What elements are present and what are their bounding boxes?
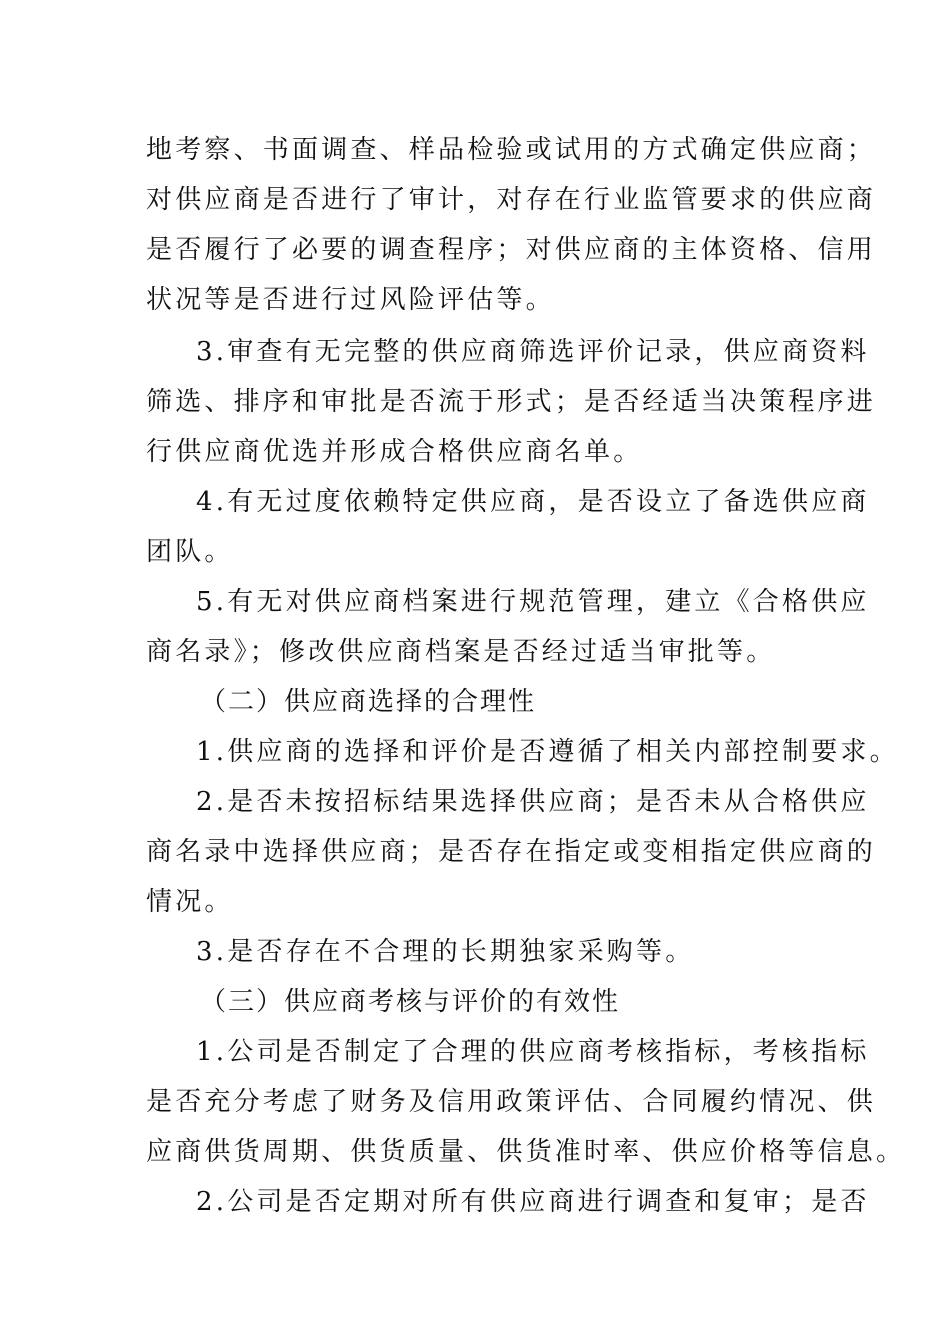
text-line: 对供应商是否进行了审计，对存在行业监管要求的供应商 [146, 185, 877, 215]
section-heading: （二）供应商选择的合理性 [200, 687, 537, 717]
text-line: 地考察、书面调查、样品检验或试用的方式确定供应商； [146, 135, 877, 165]
text-line: 商名录中选择供应商；是否存在指定或变相指定供应商的 [146, 837, 877, 867]
text-line: 商名录》；修改供应商档案是否经过适当审批等。 [146, 637, 776, 667]
text-line: 3.是否存在不合理的长期独家采购等。 [196, 937, 695, 967]
text-line: 状况等是否进行过风险评估等。 [146, 285, 555, 315]
text-line: 4.有无过度依赖特定供应商，是否设立了备选供应商 [196, 487, 870, 517]
text-line: 情况。 [146, 887, 234, 917]
text-line: 5.有无对供应商档案进行规范管理，建立《合格供应 [196, 587, 870, 617]
text-line: 筛选、排序和审批是否流于形式；是否经适当决策程序进 [146, 387, 877, 417]
text-line: 2.是否未按招标结果选择供应商；是否未从合格供应 [196, 787, 870, 817]
section-heading: （三）供应商考核与评价的有效性 [200, 987, 621, 1017]
text-line: 1.公司是否制定了合理的供应商考核指标，考核指标 [196, 1037, 870, 1067]
text-line: 应商供货周期、供货质量、供货准时率、供应价格等信息。 [146, 1137, 906, 1167]
text-line: 3.审查有无完整的供应商筛选评价记录，供应商资料 [196, 337, 870, 367]
text-line: 行供应商优选并形成合格供应商名单。 [146, 437, 643, 467]
text-line: 团队。 [146, 537, 234, 567]
text-line: 2.公司是否定期对所有供应商进行调查和复审；是否 [196, 1187, 870, 1217]
text-line: 1.供应商的选择和评价是否遵循了相关内部控制要求。 [196, 737, 899, 767]
text-line: 是否充分考虑了财务及信用政策评估、合同履约情况、供 [146, 1087, 877, 1117]
text-line: 是否履行了必要的调查程序；对供应商的主体资格、信用 [146, 235, 877, 265]
